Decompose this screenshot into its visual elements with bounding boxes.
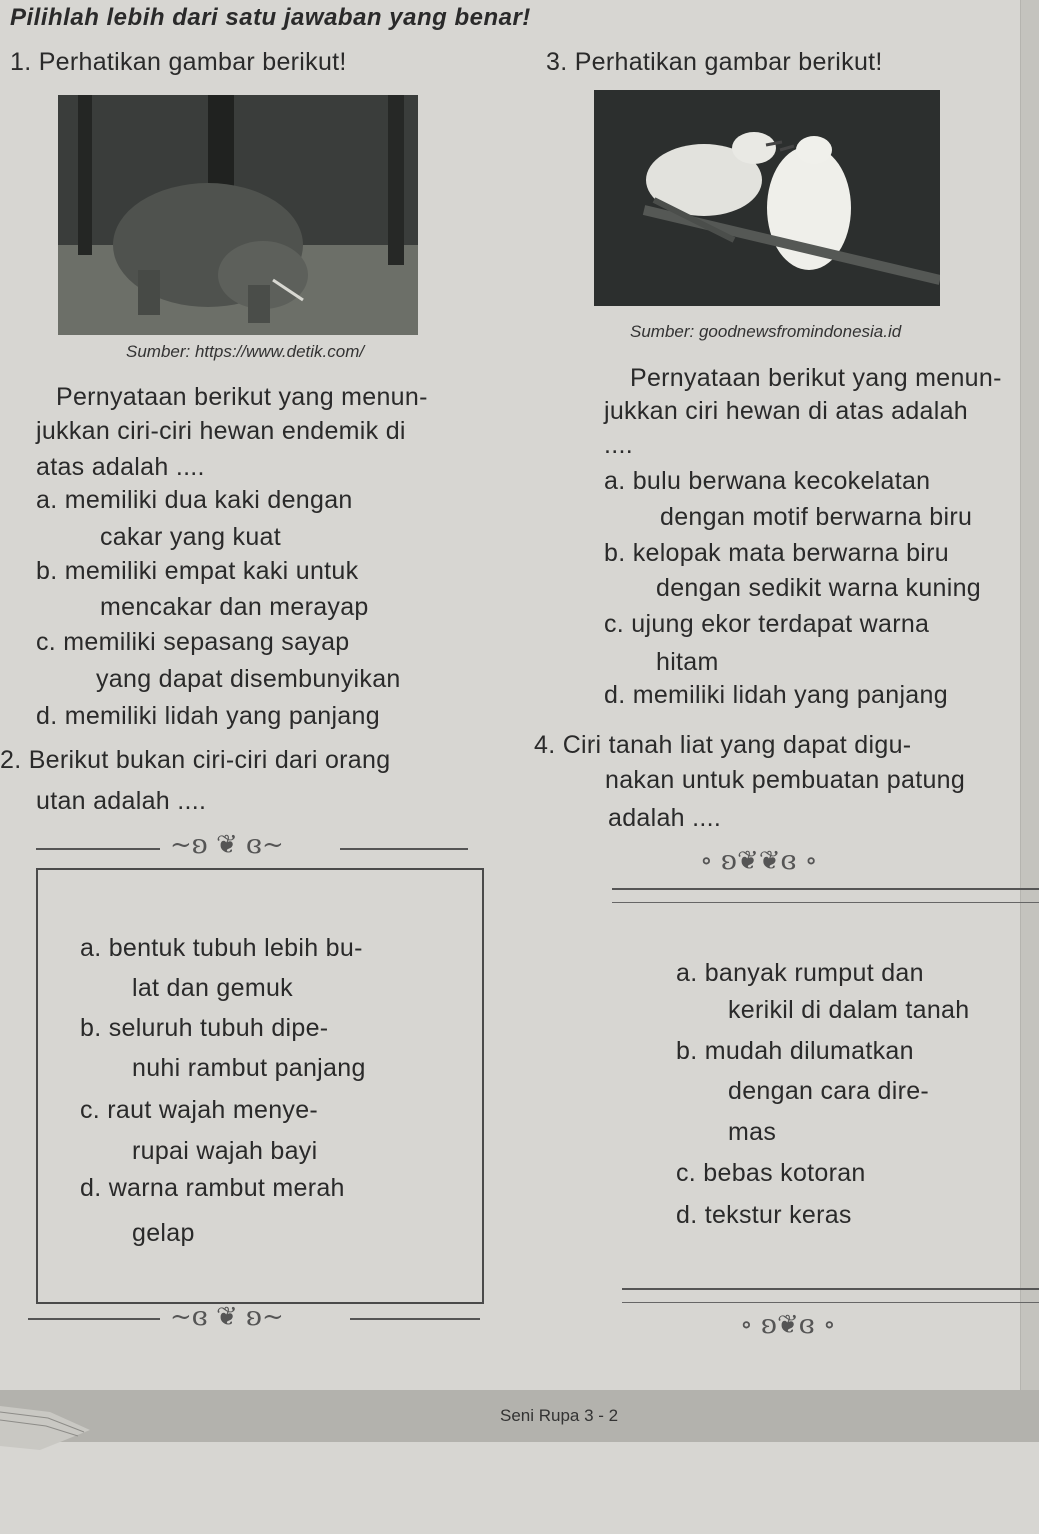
q3-option-c[interactable]: c. ujung ekor terdapat warna: [604, 610, 930, 638]
q4-stem-line: adalah ....: [608, 804, 722, 832]
q3-stem-line: Pernyataan berikut yang menun-: [630, 364, 1002, 392]
q3-stem-line: jukkan ciri hewan di atas adalah: [604, 397, 968, 425]
q3-title: 3. Perhatikan gambar berikut!: [546, 48, 883, 76]
q1-option-a-cont: cakar yang kuat: [100, 523, 281, 551]
q1-stem-line: jukkan ciri-ciri hewan endemik di: [36, 417, 406, 445]
q1-option-a[interactable]: a. memiliki dua kaki dengan: [36, 486, 353, 514]
q3-option-b[interactable]: b. kelopak mata berwarna biru: [604, 539, 949, 567]
q1-stem-line: Pernyataan berikut yang menun-: [56, 383, 428, 411]
q4-option-b-cont: mas: [728, 1118, 777, 1146]
q1-stem-line: atas adalah ....: [36, 453, 205, 481]
ornament-icon: ~ʚ ❦ ɞ~: [170, 830, 284, 860]
q1-option-b[interactable]: b. memiliki empat kaki untuk: [36, 557, 359, 585]
q2-ornament-rule: [340, 848, 468, 850]
q4-ornament-rule: [612, 902, 1039, 903]
q4-stem-line: nakan untuk pembuatan patung: [605, 766, 966, 794]
q1-photo: [58, 95, 418, 335]
q2-stem-line: 2. Berikut bukan ciri-ciri dari orang: [0, 746, 391, 774]
q3-option-d[interactable]: d. memiliki lidah yang panjang: [604, 681, 948, 709]
q4-ornament-rule: [622, 1288, 1039, 1290]
ornament-icon: ∘ ʚ❦ɞ ∘: [740, 1310, 836, 1340]
q4-ornament-rule: [612, 888, 1039, 890]
q2-ornament-rule: [36, 848, 160, 850]
q2-option-b-cont: nuhi rambut panjang: [132, 1054, 366, 1082]
q2-ornament-rule: [350, 1318, 480, 1320]
q2-option-a-cont: lat dan gemuk: [132, 974, 293, 1002]
q4-option-b-cont: dengan cara dire-: [728, 1077, 930, 1105]
footer-page-label: Seni Rupa 3 - 2: [500, 1406, 619, 1425]
q1-option-c[interactable]: c. memiliki sepasang sayap: [36, 628, 350, 656]
q3-option-a-cont: dengan motif berwarna biru: [660, 503, 973, 531]
page-spine: [1020, 0, 1039, 1390]
q3-photo: [594, 90, 940, 306]
ornament-icon: ~ɞ ❦ ʚ~: [170, 1302, 284, 1332]
q3-stem-line: ....: [604, 431, 633, 459]
book-icon: [0, 1400, 90, 1456]
q2-option-c[interactable]: c. raut wajah menye-: [80, 1096, 319, 1124]
q4-option-d[interactable]: d. tekstur keras: [676, 1201, 852, 1229]
q4-option-b[interactable]: b. mudah dilumatkan: [676, 1037, 914, 1065]
q2-stem-line: utan adalah ....: [36, 787, 207, 815]
q2-ornament-rule: [28, 1318, 160, 1320]
ornament-icon: ∘ ʚ❦❦ɞ ∘: [700, 846, 818, 876]
q3-caption: Sumber: goodnewsfromindonesia.id: [630, 322, 902, 341]
q2-option-a[interactable]: a. bentuk tubuh lebih bu-: [80, 934, 363, 962]
q1-caption: Sumber: https://www.detik.com/: [126, 342, 365, 361]
q4-option-a-cont: kerikil di dalam tanah: [728, 996, 970, 1024]
q4-option-c[interactable]: c. bebas kotoran: [676, 1159, 866, 1187]
q3-option-c-cont: hitam: [656, 648, 719, 676]
q2-option-c-cont: rupai wajah bayi: [132, 1137, 318, 1165]
q1-option-b-cont: mencakar dan merayap: [100, 593, 369, 621]
q1-title: 1. Perhatikan gambar berikut!: [10, 48, 347, 76]
jalak-bali-photo-icon: [594, 90, 940, 306]
q3-option-a[interactable]: a. bulu berwana kecokelatan: [604, 467, 931, 495]
q4-stem-line: 4. Ciri tanah liat yang dapat digu-: [534, 731, 912, 759]
q1-option-d[interactable]: d. memiliki lidah yang panjang: [36, 702, 380, 730]
q2-option-b[interactable]: b. seluruh tubuh dipe-: [80, 1014, 329, 1042]
q4-ornament-rule: [622, 1302, 1039, 1303]
q1-option-c-cont: yang dapat disembunyikan: [96, 665, 401, 693]
q3-option-b-cont: dengan sedikit warna kuning: [656, 574, 981, 602]
q4-option-a[interactable]: a. banyak rumput dan: [676, 959, 924, 987]
instruction-heading: Pilihlah lebih dari satu jawaban yang benar!: [10, 4, 531, 31]
komodo-photo-icon: [58, 95, 418, 335]
q2-option-d-cont: gelap: [132, 1219, 195, 1247]
q2-option-d[interactable]: d. warna rambut merah: [80, 1174, 345, 1202]
